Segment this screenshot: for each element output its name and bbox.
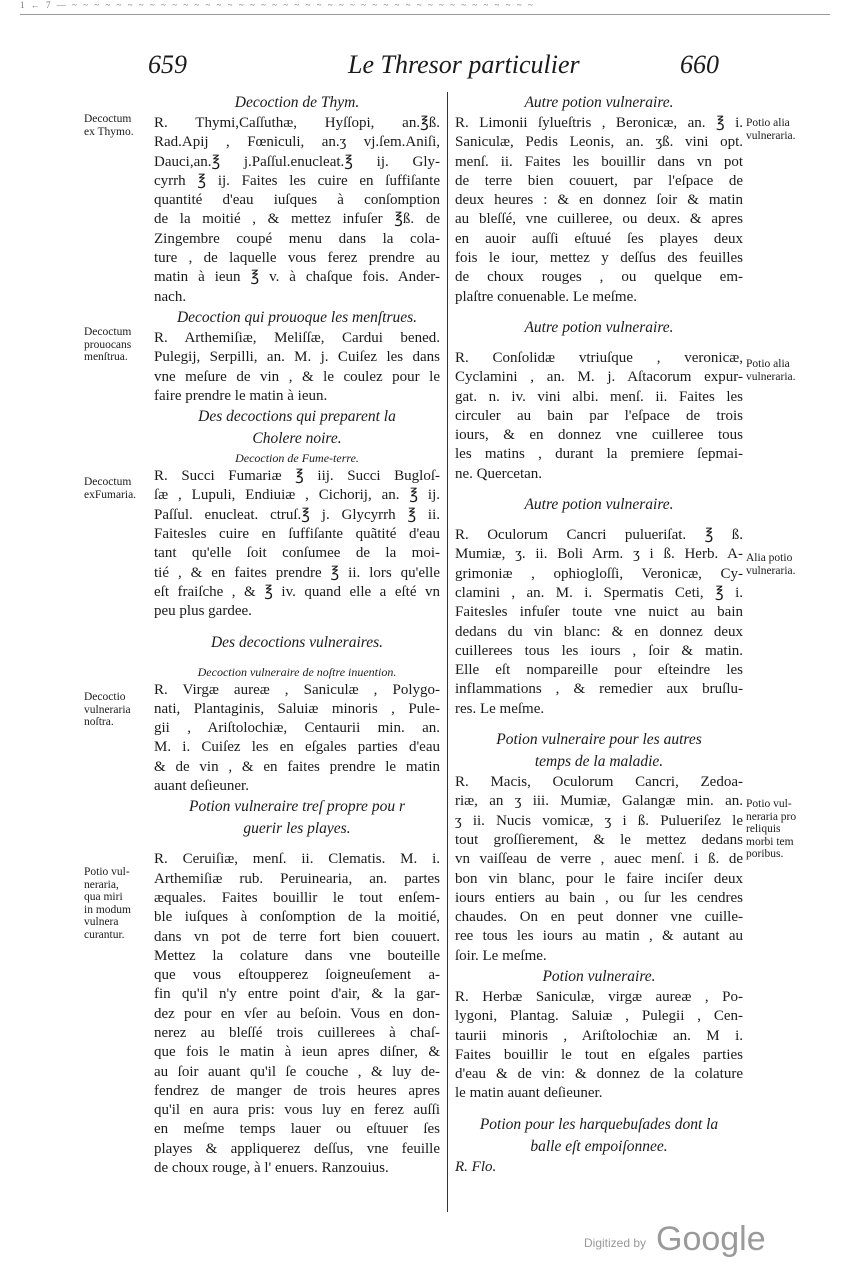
digitized-by-label: Digitized by	[584, 1236, 647, 1250]
marginal-note-line: morbi tem	[746, 835, 794, 848]
text-line: clamini , an. M. i. Spermatis Ceti, ℥ i.	[455, 584, 743, 601]
text-line: Saniculæ, Pedis Leonis, an. ʒß. vini opt.	[455, 134, 743, 151]
text-line: peu plus gardee.	[154, 603, 252, 620]
text-line: que fois le matin à ieun apres diſner, &	[154, 1044, 440, 1061]
text-line: Elle eſt nompareille pour eſteindre les	[455, 662, 743, 679]
text-line: de choux rouges , ou quelque em-	[455, 269, 743, 286]
marginal-note	[746, 552, 846, 577]
marginal-note-line: in modum	[84, 903, 131, 916]
text-line: dedans du vin blanc: & en donnez deux	[455, 623, 743, 640]
text-line: Faitesles infuſer toute vne nuict au bain	[455, 604, 743, 621]
section-heading: guerir les playes.	[243, 820, 351, 838]
left-page-number: 659	[148, 50, 187, 79]
text-line: chaudes. On en peut donner vne cuille-	[455, 909, 743, 926]
text-line: æquales. Faites bouillir le tout enſem-	[154, 889, 440, 906]
marginal-note-line: neraria pro	[746, 810, 797, 823]
text-line: res. Le meſme.	[455, 700, 545, 717]
text-line: gii , Ariſtolochiæ, Centaurii min. an.	[154, 720, 440, 737]
text-line: vne meſure de vin , & le coulez pour le	[154, 368, 440, 385]
text-line: tié , & en faites prendre ℥ ii. lors qu'elle	[154, 564, 440, 581]
marginal-note-line: neraria,	[84, 878, 119, 891]
text-line: ree tous les iours au matin , & autant au	[455, 928, 743, 945]
marginal-note-line: noſtra.	[84, 716, 114, 728]
text-line: R. Macis, Oculorum Cancri, Zedoa-	[455, 774, 743, 791]
marginal-note-line: vulneraria.	[746, 129, 796, 142]
marginal-note-line: Decoctum	[84, 326, 132, 338]
text-line: R. Virgæ aureæ , Saniculæ , Polygo-	[154, 681, 440, 698]
section-heading: Potion vulneraire treſ propre pou r	[189, 798, 405, 816]
marginal-note-line: ex Thymo.	[84, 125, 134, 138]
text-line: ſoir. Le meſme.	[455, 947, 547, 964]
digitized-watermark	[584, 1220, 844, 1260]
spacer	[455, 516, 743, 526]
marginal-note-line: exFumaria.	[84, 488, 137, 501]
text-line: vn vaiſſeau de verre , auec menſ. i ß. de	[455, 851, 743, 868]
text-line: Mettez la colature dans vne bouteille	[154, 947, 440, 964]
text-line: R. Succi Fumariæ ℥ iij. Succi Bugloſ-	[154, 468, 440, 485]
text-line: & de vin , & en faites prendre le matin	[154, 758, 440, 775]
section-heading: Autre potion vulneraire.	[524, 318, 674, 336]
text-line: Faitesles cuire en ſuffiſante quãtité d'eau	[154, 526, 440, 543]
marginal-note-line: prouocans	[84, 338, 132, 351]
marginal-note-line: poribus.	[746, 848, 784, 860]
catchword: R. Flo.	[455, 1158, 497, 1175]
marginal-note-line: vulneraria.	[746, 564, 796, 577]
marginal-note-line: vulneraria	[84, 703, 131, 716]
marginal-note-line: Decoctum	[84, 476, 132, 488]
running-header	[0, 50, 854, 86]
text-line: Zingembre coupé menu dans la cola-	[154, 230, 440, 247]
section-heading: Decoction de Thym.	[234, 94, 360, 111]
running-title: Le Thresor particulier	[348, 50, 580, 79]
text-line: dez pour en vſer au beſoin. Vous en don-	[154, 1005, 440, 1022]
marginal-note	[84, 326, 154, 364]
text-line: Rad.Apij , Fœniculi, an.ʒ vj.ſem.Aniſi,	[154, 134, 440, 151]
spacer	[154, 622, 440, 632]
text-line: tant qu'elle ſoit conſumee de la moi-	[154, 545, 440, 562]
marginal-note-line: menſtrua.	[84, 351, 128, 363]
text-line: que vous eſtoupperez ſoigneuſement a-	[154, 967, 440, 984]
marginal-note	[84, 866, 154, 941]
text-line: eſt fraiſche , & ℥ iv. quand elle a eſté vn	[154, 583, 440, 600]
text-line: R. Conſolidæ vtriuſque , veronicæ,	[455, 349, 743, 366]
marginal-note-line: vulneraria.	[746, 370, 796, 383]
marginal-note	[84, 691, 154, 729]
section-heading: Decoction qui prouoque les menſtrues.	[176, 308, 418, 326]
marginal-note-line: Decoctio	[84, 691, 126, 703]
text-line: qu'il en aura pris: vous luy en ferez auſſi	[154, 1102, 440, 1119]
text-line: ne. Quercetan.	[455, 465, 543, 482]
column-divider	[447, 92, 448, 1212]
text-line: R. Oculorum Cancri pulueriſat. ℥ ß.	[455, 527, 743, 544]
google-logo: Google	[656, 1220, 766, 1258]
spacer	[154, 654, 440, 664]
marginal-note-line: Potio alia	[746, 117, 790, 129]
spacer	[455, 1104, 743, 1114]
text-line: playes & appliquerez deſſus, vne feuille	[154, 1140, 440, 1157]
text-line: circuler au bain par l'eſpace de trois	[455, 407, 743, 424]
spacer	[455, 484, 743, 494]
section-heading: Potion vulneraire.	[542, 967, 656, 985]
marginal-note-line: Decoctum	[84, 113, 132, 125]
text-line: de terre bien couuert, par l'eſpace de	[455, 172, 743, 189]
text-line: riæ, an ʒ iii. Mumiæ, Galangæ min. an.	[455, 793, 743, 810]
text-line: de choux rouge, à l' enuers. Ranzouius.	[154, 1160, 389, 1177]
section-heading: Autre potion vulneraire.	[524, 496, 674, 514]
text-line: R. Herbæ Saniculæ, virgæ aureæ , Po-	[455, 988, 743, 1005]
marginal-note-line: reliquis	[746, 823, 781, 835]
text-line: iours entiers au bain , ou ſur les cendres	[455, 889, 743, 906]
spacer	[455, 339, 743, 349]
marginal-note-line: curantur.	[84, 928, 125, 941]
text-line: iours, & en donnez vne cuilleree tous	[455, 427, 743, 444]
section-heading: Des decoctions vulneraires.	[210, 633, 384, 651]
marginal-note-line: Potio alia	[746, 358, 790, 370]
top-edge-strip: 1 ← 7 — ~ ~ ~ ~ ~ ~ ~ ~ ~ ~ ~ ~ ~ ~ ~ ~ ~ ~ ~ ~ ~ ~ ~ ~ ~ ~ ~ ~ ~ ~ ~ ~ ~ ~ ~ ~ ~ ~ ~ ~ ~ ~	[20, 0, 830, 15]
marginal-note-line: vulnera	[84, 916, 119, 928]
text-line: nach.	[154, 288, 187, 305]
left-text-column	[154, 92, 440, 1178]
spacer	[455, 719, 743, 729]
marginal-note-line: Potio vul-	[84, 866, 130, 878]
spacer	[154, 840, 440, 850]
text-line: ſæ , Lupuli, Endiuiæ , Cichorij, an. ℥ ij.	[154, 487, 440, 504]
text-line: R. Thymi,Caſſuthæ, Hyſſopi, an.℥ß.	[154, 115, 440, 131]
text-line: cuillerees tous les iours , ſoir & matin.	[455, 642, 743, 659]
text-line: Arthemiſiæ rub. Peruinearia, an. partes	[154, 870, 440, 887]
text-line: faire prendre le matin à ieun.	[154, 387, 328, 404]
right-text-column	[455, 92, 743, 1177]
marginal-note-line: Potio vul-	[746, 798, 792, 810]
text-line: fendrez de manger de trois heures apres	[154, 1082, 440, 1099]
marginal-note	[84, 476, 154, 501]
text-line: au bleſſé, vne cuilleree, ou deux. & apres	[455, 211, 743, 228]
text-line: gat. n. iv. vini albi. menſ. ii. Faites les	[455, 388, 743, 405]
text-line: ture , de laquelle vous ferez prendre au	[154, 250, 440, 267]
section-heading: Cholere noire.	[252, 430, 342, 448]
text-line: Dauci,an.℥ j.Paſſul.enucleat.℥ ij. Gly-	[154, 153, 440, 170]
spacer	[455, 307, 743, 317]
text-line: en auoir auſſi eſtuué ſes playes deux	[455, 230, 743, 247]
text-line: le matin auant deſieuner.	[455, 1085, 603, 1102]
section-heading: Decoction de Fume-terre.	[235, 451, 359, 466]
section-heading: Autre potion vulneraire.	[524, 94, 674, 111]
text-line: ʒ ii. Nucis vomicæ, ʒ i ß. Pulueriſez le	[455, 812, 743, 829]
section-heading: temps de la maladie.	[534, 753, 664, 771]
text-line: au ſoir auant qu'il ſe couche , & luy de-	[154, 1063, 440, 1080]
marginal-note-line: qua miri	[84, 891, 123, 903]
text-line: Mumiæ, ʒ. ii. Boli Arm. ʒ i ß. Herb. A-	[455, 546, 743, 563]
text-line: fois le iour, mettez y deſſus des feuilles	[455, 250, 743, 267]
text-line: inflammations , & remedier aux bruſlu-	[455, 681, 743, 698]
text-line: quantité d'eau iuſques à conſomption	[154, 192, 440, 209]
section-heading: Des decoctions qui preparent la	[198, 408, 396, 426]
marginal-note	[746, 358, 846, 383]
marginal-note	[746, 117, 846, 142]
text-line: R. Limonii ſylueſtris , Beronicæ, an. ℥ i.	[455, 115, 743, 131]
section-heading: balle eſt empoiſonnee.	[530, 1137, 668, 1155]
section-heading: Potion vulneraire pour les autres	[496, 731, 702, 749]
text-line: lygoni, Plantag. Saluiæ , Pulegii , Cen-	[455, 1008, 743, 1025]
text-line: bon vin blanc, pour le faire inciſer deux	[455, 870, 743, 887]
text-line: grimoniæ , ophiogloſſi, Veronicæ, Cy-	[455, 565, 743, 582]
marginal-note	[84, 113, 154, 138]
text-line: nerez au bleſſé trois cuillerees à chaſ-	[154, 1024, 440, 1041]
text-line: taurii minoris , Ariſtolochiæ an. M i.	[455, 1027, 743, 1044]
text-line: en meſme temps lauer ou eſtuuer ſes	[154, 1121, 440, 1138]
text-line: Pulegij, Serpilli, an. M. j. Cuiſez les dans	[154, 349, 440, 366]
text-line: Faites bouillir le tout en eſgales parties	[455, 1046, 743, 1063]
text-line: ble iuſques à conſomption de la moitié,	[154, 909, 440, 926]
text-line: Cyclamini , an. M. j. Aſtacorum expur-	[455, 369, 743, 386]
text-line: nati, Plantaginis, Saluiæ minoris , Pule-	[154, 700, 440, 717]
text-line: Paſſul. enucleat. ctruſ.℥ j. Glycyrrh ℥ ii.	[154, 506, 440, 523]
text-line: menſ. ii. Faites les bouillir dans vn pot	[455, 153, 743, 170]
text-line: d'eau & de vin: & donnez de la colature	[455, 1066, 743, 1083]
text-line: plaſtre conuenable. Le meſme.	[455, 288, 637, 305]
text-line: M. i. Cuiſez les en eſgales parties d'eau	[154, 739, 440, 756]
text-line: deux heures : & en donnez ſoir & matin	[455, 192, 743, 209]
right-page-number: 660	[680, 50, 719, 79]
text-line: matin à ieun ℥ v. à chaſque fois. Ander-	[154, 269, 440, 286]
text-line: tout groſſierement, & le mettez dedans	[455, 831, 743, 848]
text-line: auant deſieuner.	[154, 778, 249, 795]
marginal-note	[746, 798, 846, 861]
text-line: R. Ceruiſiæ, menſ. ii. Clematis. M. i.	[154, 851, 440, 868]
text-line: fin qu'il n'y entre point d'air, & la gar-	[154, 986, 440, 1003]
text-line: de la moitié , & mettez infuſer ℥ß. de	[154, 211, 440, 228]
text-line: les matins , durant la premiere ſepmai-	[455, 446, 743, 463]
section-heading: Potion pour les harquebuſades dont la	[479, 1115, 719, 1133]
marginal-note-line: Alia potio	[746, 552, 793, 564]
text-line: R. Arthemiſiæ, Meliſſæ, Cardui bened.	[154, 329, 440, 346]
text-line: cyrrh ℥ ij. Faites les cuire en ſuffiſante	[154, 172, 440, 189]
section-heading: Decoction vulneraire de noſtre inuention.	[197, 664, 397, 679]
text-line: dans vn pot de terre fort bien couuert.	[154, 928, 440, 945]
